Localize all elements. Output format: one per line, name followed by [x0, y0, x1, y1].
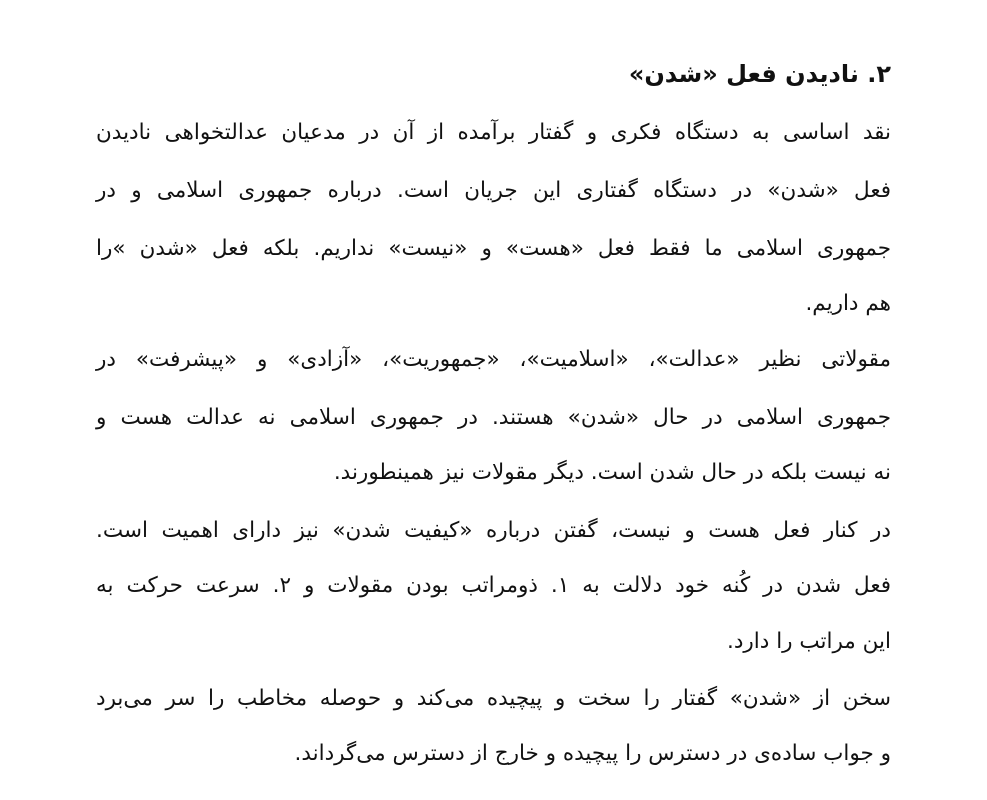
- paragraph-line: در کنار فعل هست و نیست، گفتن درباره «کیفیت شدن» نیز دارای اهمیت است.: [96, 518, 891, 543]
- paragraph-line: جمهوری اسلامی ما فقط فعل «هست» و «نیست» نداریم. بلکه فعل «شدن »را: [96, 236, 891, 261]
- paragraph-line: هم داریم.: [805, 291, 891, 316]
- paragraph-line: مقولاتی نظیر «عدالت»، «اسلامیت»، «جمهوریت»، «آزادی» و «پیشرفت» در: [96, 347, 891, 372]
- paragraph-line: سخن از «شدن» گفتار را سخت و پیچیده می‌کند و حوصله مخاطب را سر می‌برد: [96, 686, 891, 711]
- section-heading: ۲. نادیدن فعل «شدن»: [628, 60, 891, 88]
- paragraph-line: و جواب ساده‌ی در دسترس را پیچیده و خارج از دسترس می‌گرداند.: [294, 741, 891, 766]
- paragraph-line: نقد اساسی به دستگاه فکری و گفتار برآمده از آن در مدعیان عدالتخواهی نادیدن: [96, 120, 891, 145]
- paragraph-line: نه نیست بلکه در حال شدن است. دیگر مقولات نیز همینطورند.: [333, 460, 891, 485]
- paragraph-line: جمهوری اسلامی در حال «شدن» هستند. در جمهوری اسلامی نه عدالت هست و: [96, 405, 891, 430]
- paragraph-line: فعل شدن در کُنه خود دلالت به ۱. ذومراتب بودن مقولات و ۲. سرعت حرکت به: [96, 573, 891, 598]
- paragraph-line: این مراتب را دارد.: [727, 629, 891, 654]
- paragraph-line: فعل «شدن» در دستگاه گفتاری این جریان است. درباره جمهوری اسلامی و در: [96, 178, 891, 203]
